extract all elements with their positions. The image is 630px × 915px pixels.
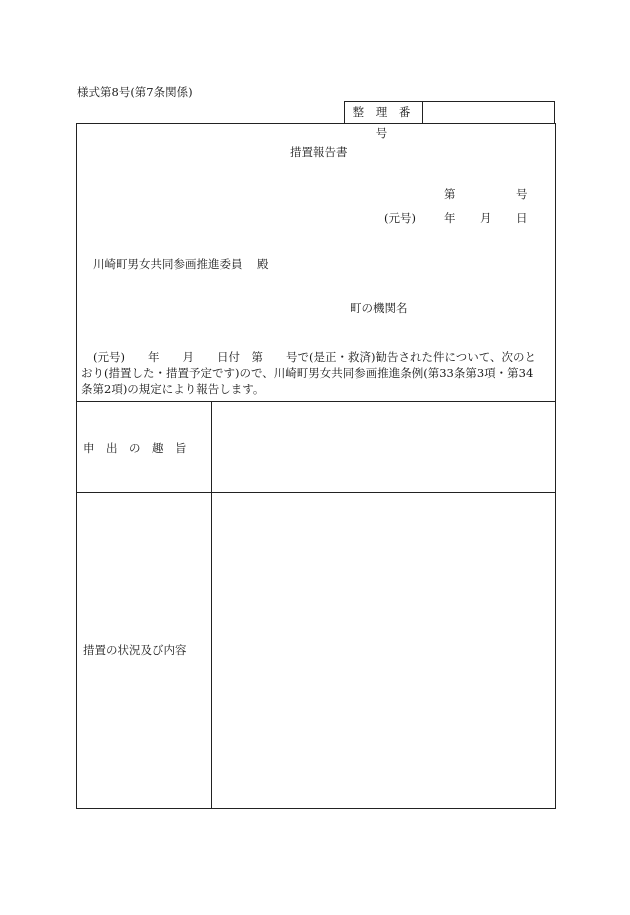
registration-number-label: 整 理 番 号 bbox=[345, 102, 423, 123]
row-field-request-purpose[interactable] bbox=[213, 403, 555, 491]
doc-number-prefix: 第 bbox=[444, 187, 456, 201]
document-title: 措置報告書 bbox=[290, 145, 348, 159]
registration-number-field[interactable] bbox=[423, 102, 554, 123]
separator-row1-bottom bbox=[76, 492, 556, 493]
doc-number-suffix: 号 bbox=[516, 187, 528, 201]
date-year: 年 bbox=[444, 211, 456, 225]
date-era: (元号) bbox=[384, 211, 416, 225]
date-month: 月 bbox=[480, 211, 492, 225]
date-day: 日 bbox=[516, 211, 528, 225]
row-label-request-purpose: 申 出 の 趣 旨 bbox=[83, 441, 187, 455]
row-field-measure-status[interactable] bbox=[213, 494, 555, 807]
form-number-label: 様式第8号(第7条関係) bbox=[77, 85, 193, 99]
registration-number-box bbox=[344, 101, 555, 140]
body-line-3: 条第2項)の規定により報告します。 bbox=[81, 382, 265, 396]
separator-body-bottom bbox=[76, 401, 556, 402]
body-line-2: おり(措置した・措置予定です)ので、川崎町男女共同参画推進条例(第33条第3項・第34 bbox=[81, 366, 534, 380]
sender-agency: 町の機関名 bbox=[350, 301, 408, 315]
addressee-honorific: 殿 bbox=[257, 257, 269, 271]
addressee-name: 川崎町男女共同参画推進委員 bbox=[93, 257, 243, 271]
body-line-1: (元号) 年 月 日付 第 号で(是正・救済)勧告された件について、次のと bbox=[93, 350, 536, 364]
row-label-measure-status: 措置の状況及び内容 bbox=[83, 643, 187, 657]
table-column-divider bbox=[211, 401, 212, 809]
report-body-text bbox=[81, 349, 551, 397]
